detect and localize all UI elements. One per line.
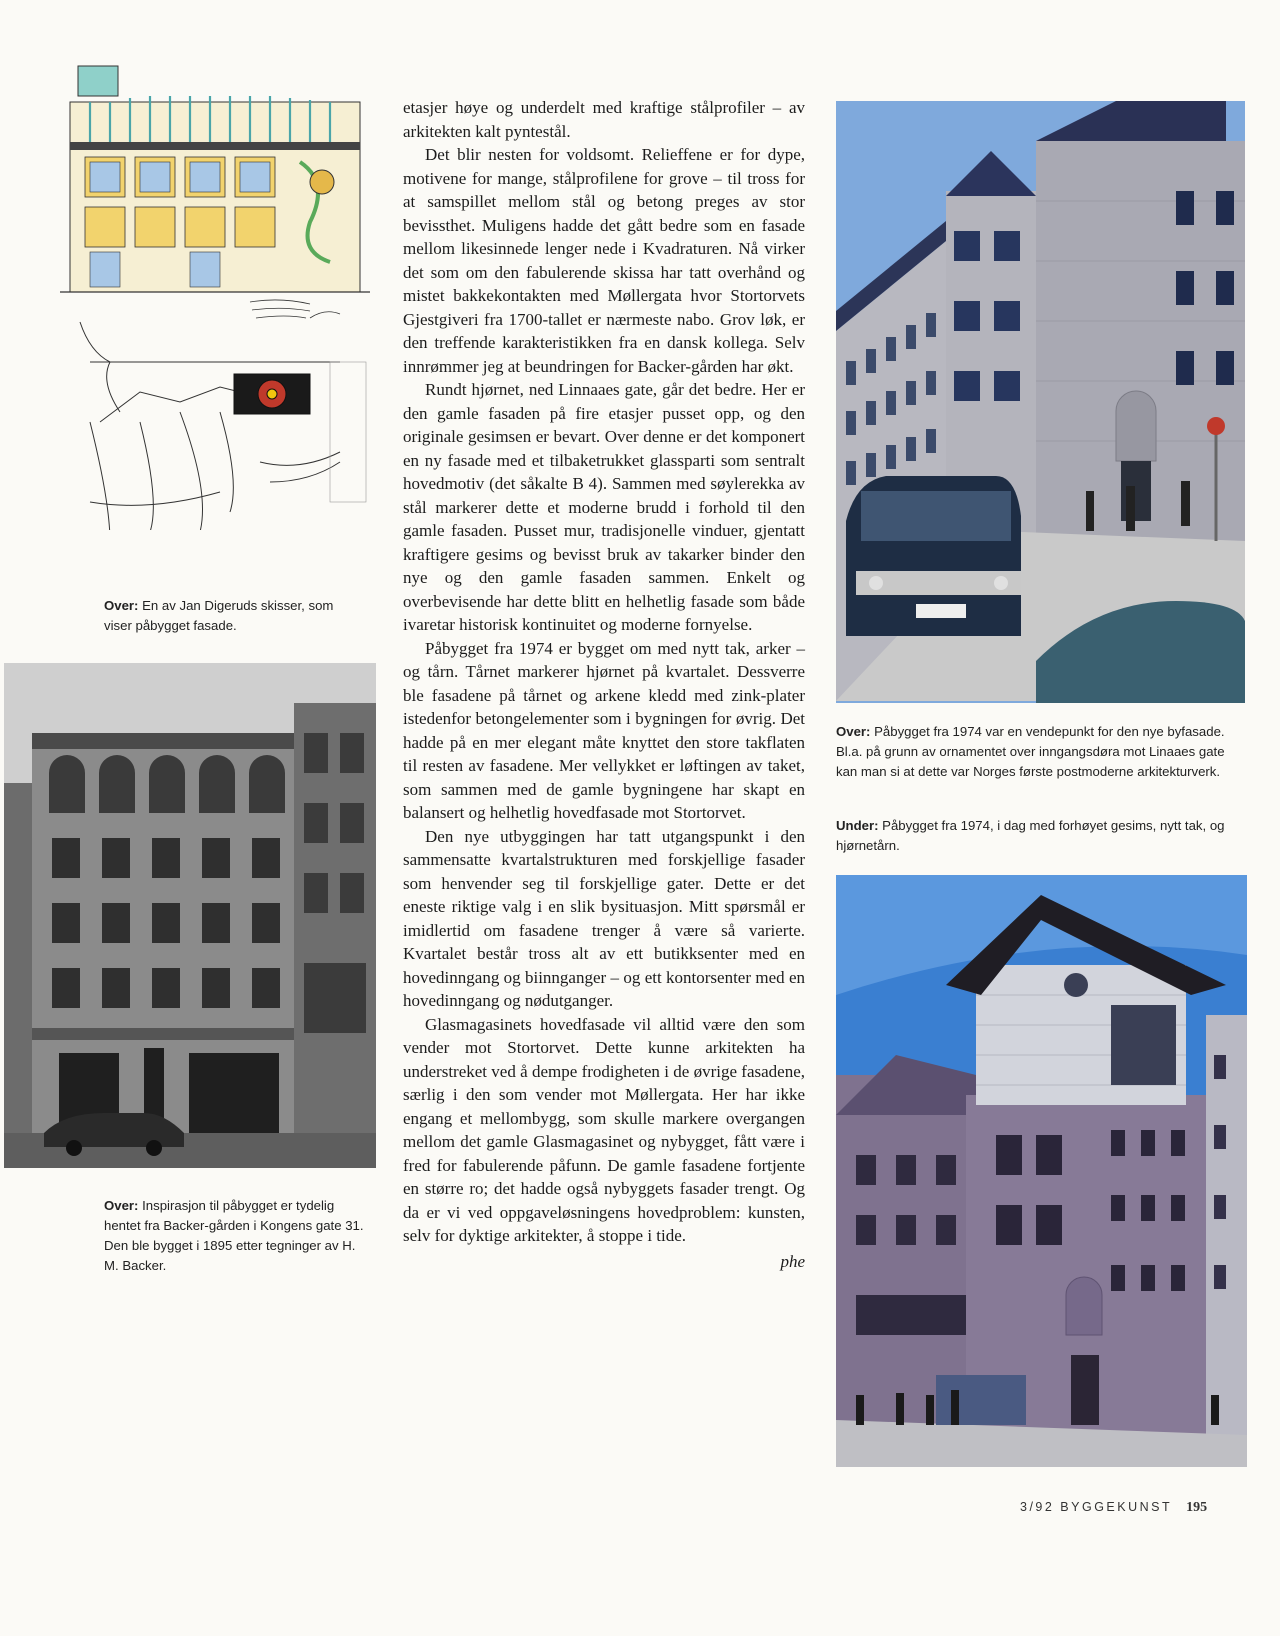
article-body: [403, 96, 805, 1273]
page-footer: [1020, 1500, 1240, 1516]
body-paragraph: Det blir nesten for voldsomt. Relieffene er for dype, motivene for mange, stålprofilene for grove – til tross for at samspillet mellom stål og betong preges av stor bevissthet. Muligens hadde det gått bedre som en fasade mellom likesinnede lenger nede i Kvadraturen. Nå virker det som om den fabulerende skissa har tatt overhånd og mistet bakkekontakten med Møllergata hvor Stortorvets Gjestgiveri fra 1700-tallet er nærmeste nabo. Grov løk, er den treffende karakteristikken fra en dansk kollega. Selv innrømmer jeg at beundringen for Backer-gården har økt.: [403, 145, 805, 376]
backer-garden-photo: [4, 663, 376, 1168]
caption-text: En av Jan Digeruds skisser, som viser påbygget fasade.: [104, 598, 334, 633]
body-paragraph: Rundt hjørnet, ned Linnaaes gate, går det bedre. Her er den gamle fasaden på fire etasjer pusset opp, og den originale gesimsen er bevart. Over denne er det komponert en ny fasade med et tilbaketrukket glassparti som sentralt hovedmotiv (det såkalte B 4). Sammen med søylerekka av stål markerer dette et moderne brudd i forhold til den gamle fasaden. Pusset mur, tradisjonelle vinduer, gjentatt kraftigere gesims og bevisst bruk av takarker binder den nye og den gamle fasaden sammen. Enkelt og overbevisende har dette blitt en helhetlig fasade som både ivaretar historisk kontinuitet og moderne fornyelse.: [403, 380, 805, 634]
sketch-caption: [104, 596, 364, 636]
issue-label: 3/92 BYGGEKUNST: [1020, 1500, 1173, 1514]
backer-caption: [104, 1196, 366, 1276]
corner-tower-photo: [836, 875, 1247, 1467]
sketch-illustration: [60, 62, 378, 530]
tower-photo-caption: [836, 816, 1232, 856]
page-number: 195: [1186, 1500, 1208, 1515]
body-paragraph: etasjer høye og underdelt med kraftige stålprofiler – av arkitekten kalt pyntestål.: [403, 98, 805, 141]
caption-label: Under:: [836, 818, 879, 833]
corner-photo-caption: [836, 722, 1232, 782]
body-paragraph: Påbygget fra 1974 er bygget om med nytt tak, arker – og tårn. Tårnet markerer hjørnet på kvartalet. Dessverre ble fasadene på tårnet og arkene kledd med zink-plater istedenfor betongelementer som i bygningen for øvrig. Det hadde på en mer elegant måte knyttet den store takflaten til resten av fasadene. Mer vellykket er løftingen av taket, som sammen med de gamle bygningene har skapt en balansert og helhetlig hovedfasade mot Stortorvet.: [403, 638, 805, 822]
caption-label: Over:: [836, 724, 871, 739]
caption-label: Over:: [104, 1198, 139, 1213]
corner-building-photo: [836, 101, 1245, 703]
caption-text: Påbygget fra 1974 var en vendepunkt for den nye byfasade. Bl.a. på grunn av ornamentet over inngangsdøra mot Linaaes gate kan man si at dette var Norges første postmoderne arkitekturverk.: [836, 724, 1225, 779]
body-paragraph: Den nye utbyggingen har tatt utgangspunkt i den sammensatte kvartalstrukturen med forskjellige fasader som henvender seg til forskjellige gater. Dette er det eneste riktige valg i en slik bysituasjon. Mitt spørsmål er imidlertid om fasadene trenger å være så varierte. Kvartalet består tross alt av ett butikksenter med en hovedinngang og biinnganger – og ett kontorsenter med en hovedinngang og nødutganger.: [403, 826, 805, 1010]
caption-text: Påbygget fra 1974, i dag med forhøyet gesims, nytt tak, og hjørnetårn.: [836, 818, 1225, 853]
caption-text: Inspirasjon til påbygget er tydelig hentet fra Backer-gården i Kongens gate 31. Den ble bygget i 1895 etter tegninger av H. M. Backer.: [104, 1198, 364, 1273]
author-signature: phe: [780, 1251, 805, 1271]
body-paragraph: Glasmagasinets hovedfasade vil alltid være den som vender mot Stortorvet. Dette kunne arkitekten ha understreket ved å dempe frodigheten i de øvrige fasadene, særlig i den som vender mot Møllergata. Her har ikke engang et mellombygg, som skulle markere overgangen mellom det gamle Glasmagasinet og nybygget, fått være i fred for fabulerende påfunn. De gamle fasadene fortjente en større ro; det hadde også nybyggets fasader trengt. Og da er vi ved oppgaveløsningens hovedproblem: kunsten, selv for dyktige arkitekter, å stoppe i tide.: [403, 1014, 805, 1245]
caption-label: Over:: [104, 598, 139, 613]
